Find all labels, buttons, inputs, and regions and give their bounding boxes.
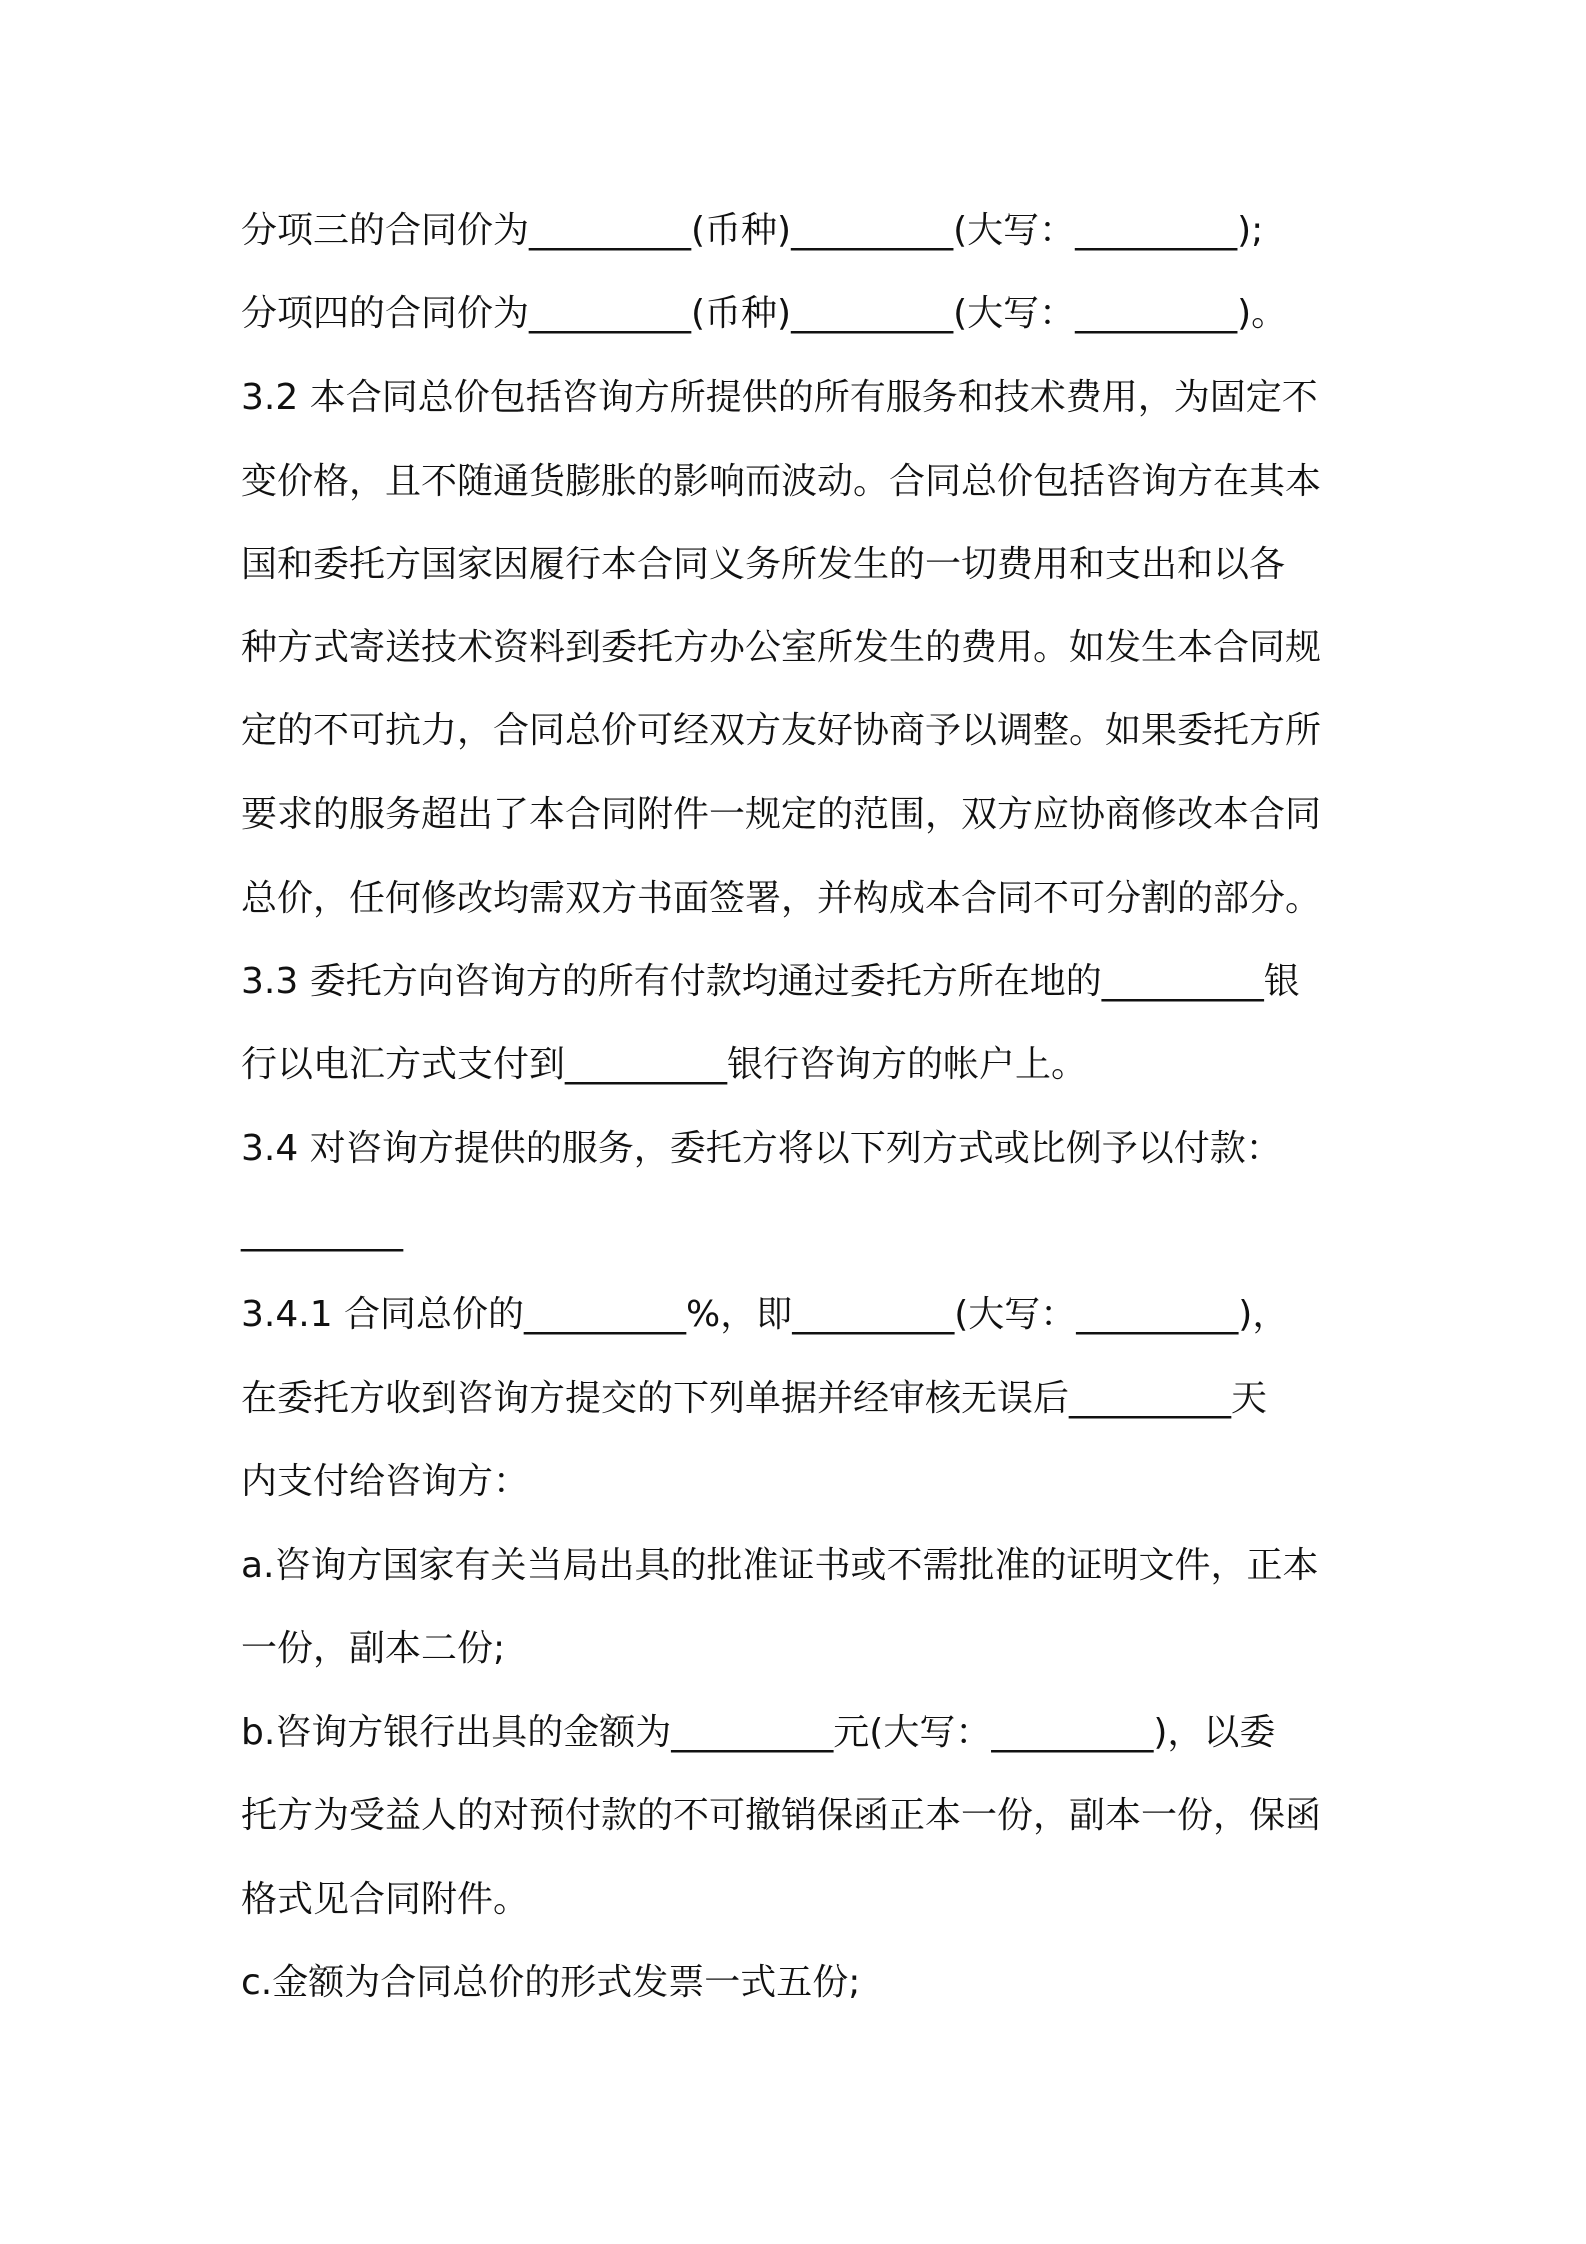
text-line: 3.4.1 合同总价的_________%，即_________(大写：_________)， bbox=[241, 1294, 1289, 1335]
text-line: 总价，任何修改均需双方书面签署，并构成本合同不可分割的部分。 bbox=[241, 878, 1322, 919]
text-line: 在委托方收到咨询方提交的下列单据并经审核无误后_________天 bbox=[241, 1378, 1268, 1419]
text-line: 一份，副本二份; bbox=[241, 1628, 506, 1669]
text-line: 分项四的合同价为_________(币种)_________(大写：_________)。 bbox=[241, 293, 1288, 334]
text-line: 分项三的合同价为_________(币种)_________(大写：_________); bbox=[241, 210, 1264, 251]
text-line: 托方为受益人的对预付款的不可撤销保函正本一份，副本一份，保函 bbox=[241, 1795, 1322, 1836]
text-line: 变价格，且不随通货膨胀的影响而波动。合同总价包括咨询方在其本 bbox=[241, 461, 1322, 502]
text-line: 格式见合同附件。 bbox=[241, 1879, 530, 1920]
text-line: 3.2 本合同总价包括咨询方所提供的所有服务和技术费用，为固定不 bbox=[241, 377, 1318, 418]
text-line: 定的不可抗力，合同总价可经双方友好协商予以调整。如果委托方所 bbox=[241, 710, 1322, 751]
text-line: 国和委托方国家因履行本合同义务所发生的一切费用和支出和以各 bbox=[241, 544, 1286, 585]
text-line: _________ bbox=[241, 1211, 403, 1252]
text-line: a.咨询方国家有关当局出具的批准证书或不需批准的证明文件，正本 bbox=[241, 1545, 1319, 1586]
text-line: 种方式寄送技术资料到委托方办公室所发生的费用。如发生本合同规 bbox=[241, 627, 1322, 668]
text-line: 行以电汇方式支付到_________银行咨询方的帐户上。 bbox=[241, 1044, 1088, 1085]
text-line: 要求的服务超出了本合同附件一规定的范围，双方应协商修改本合同 bbox=[241, 794, 1322, 835]
text-line: 3.3 委托方向咨询方的所有付款均通过委托方所在地的_________银 bbox=[241, 961, 1300, 1002]
text-line: c.金额为合同总价的形式发票一式五份; bbox=[241, 1962, 861, 2003]
text-line: 内支付给咨询方： bbox=[241, 1461, 530, 1502]
text-line: 3.4 对咨询方提供的服务，委托方将以下列方式或比例予以付款： bbox=[241, 1128, 1282, 1169]
text-line: b.咨询方银行出具的金额为_________元(大写：_________)，以委 bbox=[241, 1712, 1276, 1753]
